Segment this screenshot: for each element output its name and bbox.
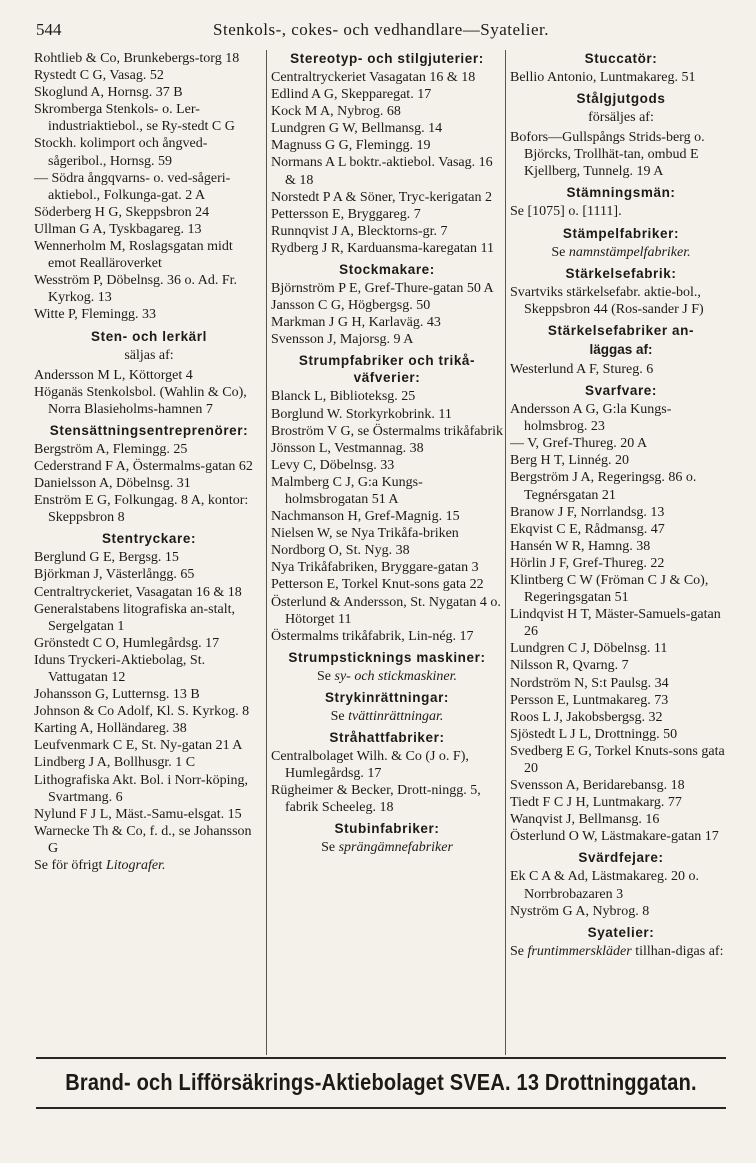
directory-entry: Witte P, Flemingg. 33 [34, 307, 156, 323]
column-divider [505, 50, 506, 1055]
entry-list [510, 401, 732, 845]
directory-entry: Nordborg O, St. Nyg. 38 [271, 543, 410, 559]
section-subheading: försäljes af: [588, 110, 654, 126]
ref-prefix: Se [317, 668, 332, 684]
directory-entry: Bergström J A, Regeringsg. 86 o. Tegnérsgatan 21 [510, 470, 697, 503]
directory-entry: Broström V G, se Östermalms trikåfabrik [271, 423, 503, 439]
directory-entry: Lithografiska Akt. Bol. i Norr-köping, Svartmang. 6 [34, 772, 248, 805]
directory-entry: Bellio Antonio, Luntmakareg. 51 [510, 70, 696, 85]
ref-target: tvättinrättningar. [348, 708, 444, 724]
directory-entry: Österlund & Andersson, St. Nygatan 4 o. Hötorget 11 [271, 594, 501, 627]
directory-entry: Österlund O W, Lästmakare-gatan 17 [510, 829, 719, 845]
directory-entry: Petterson E, Torkel Knut-sons gata 22 [271, 577, 484, 593]
page-title: Stenkols-, cokes- och vedhandlare—Syatelier. [213, 20, 549, 39]
directory-entry: Andersson M L, Köttorget 4 [34, 367, 193, 383]
directory-entry: Enström E G, Folkungag. 8 A, kontor: Skeppsbron 8 [34, 493, 249, 526]
directory-entry: Andersson A G, G:la Kungs-holmsbrog. 23 [510, 402, 672, 435]
directory-entry: Berglund G E, Bergsg. 15 [34, 550, 179, 566]
directory-entry: Runnqvist J A, Blecktorns-gr. 7 [271, 223, 448, 239]
directory-entry: Svensson J, Majorsg. 9 A [271, 332, 414, 348]
directory-entry: Westerlund A F, Stureg. 6 [510, 361, 654, 377]
directory-entry: Wesström P, Döbelnsg. 36 o. Ad. Fr. Kyrkog. 13 [34, 273, 238, 306]
section-heading: Stentryckare: [101, 531, 197, 547]
directory-entry: Danielsson A, Döbelnsg. 31 [34, 476, 191, 492]
directory-entry: Berg H T, Linnég. 20 [510, 453, 629, 469]
entry-list [510, 284, 732, 318]
directory-entry: Nylund F J L, Mäst.-Samu-elsgat. 15 [34, 806, 242, 822]
cross-reference [34, 857, 264, 874]
directory-entry: Centralbolaget Wilh. & Co (J o. F), Humlegårdsg. 17 [271, 749, 469, 782]
directory-entry: Rohtlieb & Co, Brunkebergs-torg 18 [34, 51, 240, 66]
section-heading: Strumpfabriker och trikå-väfverier: [298, 353, 476, 386]
directory-entry: Nyström G A, Nybrog. 8 [510, 903, 650, 919]
directory-entry: Warnecke Th & Co, f. d., se Johansson G [34, 823, 252, 856]
directory-entry: Se [1075] o. [1111]. [510, 204, 622, 220]
column-2 [271, 50, 503, 1060]
section-heading: Stubinfabriker: [334, 821, 440, 837]
banner-bottom-rule [36, 1107, 726, 1109]
ref-suffix: tillhan-digas af: [635, 943, 724, 959]
directory-entry: Grönstedt C O, Humlegårdsg. 17 [34, 635, 220, 651]
directory-entry: Skromberga Stenkols- o. Ler-industriaktiebol., se Ry-stedt C G [34, 102, 235, 135]
directory-entry: Skoglund A, Hornsg. 37 B [34, 85, 183, 101]
directory-entry: Borglund W. Storkyrkobrink. 11 [271, 406, 452, 422]
section-heading: Stålgjutgods [576, 91, 666, 107]
entry-list [510, 203, 732, 220]
ref-prefix: Se för öfrigt [34, 858, 103, 874]
directory-entry: Tiedt F C J H, Luntmakarg. 77 [510, 795, 682, 811]
section-heading: Stockmakare: [339, 262, 435, 278]
section-heading: Sten- och lerkärl [91, 328, 207, 344]
directory-entry: Svartviks stärkelsefabr. aktie-bol., Skeppsbron 44 (Ros-sander J F) [510, 284, 704, 317]
advertisement-banner: Brand- och Lifförsäkrings-Aktiebolaget SVEA. 13 Drottninggatan. [65, 1070, 697, 1096]
section-heading: Svärdfejare: [578, 850, 664, 866]
directory-entry: Normans A L boktr.-aktiebol. Vasag. 16 & 18 [271, 155, 493, 188]
directory-entry: Roos L J, Jakobsbergsg. 32 [510, 709, 663, 725]
ref-prefix: Se [330, 708, 345, 724]
section-heading: Stråhattfabriker: [329, 730, 445, 745]
directory-entry: Nachmanson H, Gref-Magnig. 15 [271, 509, 460, 525]
section-heading: Stämpelfabriker: [562, 225, 680, 241]
entry-list [34, 50, 264, 324]
directory-entry: Björkman J, Västerlångg. 65 [34, 567, 195, 583]
directory-entry: — Södra ångqvarns- o. ved-sågeri-aktiebol., Folkunga-gat. 2 A [34, 170, 231, 203]
directory-entry: Johansson G, Lutternsg. 13 B [34, 687, 200, 703]
directory-entry: Pettersson E, Bryggareg. 7 [271, 206, 421, 222]
directory-entry: Cederstrand F A, Östermalms-gatan 62 [34, 458, 253, 474]
entry-list [34, 441, 264, 526]
directory-entry: Höganäs Stenkolsbol. (Wahlin & Co), Norra Blasieholms-hamnen 7 [34, 384, 247, 417]
directory-entry: Kock M A, Nybrog. 68 [271, 104, 401, 120]
section-heading: Stärkelsefabrik: [565, 265, 677, 281]
directory-entry: Nordström N, S:t Paulsg. 34 [510, 675, 669, 691]
directory-entry: — V, Gref-Thureg. 20 A [510, 436, 648, 452]
section-heading: Stensättningsentreprenörer: [49, 422, 249, 438]
ref-target: fruntimmerskläder [527, 943, 632, 959]
column-1 [34, 50, 264, 1060]
section-heading: Syatelier: [587, 924, 655, 940]
directory-entry: Lindqvist H T, Mäster-Samuels-gatan 26 [510, 607, 721, 640]
directory-entry: Rydberg J R, Karduansma-karegatan 11 [271, 240, 494, 256]
page-number: 544 [36, 20, 62, 39]
directory-entry: Johnson & Co Adolf, Kl. S. Kyrkog. 8 [34, 704, 250, 720]
cross-reference [510, 244, 732, 261]
directory-entry: Ek C A & Ad, Lästmakareg. 20 o. Norrbrobazaren 3 [510, 869, 699, 902]
directory-entry: Klintberg C W (Fröman C J & Co), Regeringsgatan 51 [510, 572, 709, 606]
directory-entry: Nilsson R, Qvarng. 7 [510, 658, 629, 674]
directory-entry: Sjöstedt L J L, Drottningg. 50 [510, 726, 678, 742]
directory-entry: Svedberg E G, Torkel Knuts-sons gata 20 [510, 743, 725, 776]
directory-entry: Rügheimer & Becker, Drott-ningg. 5, fabrik Scheeleg. 18 [271, 783, 481, 816]
entry-list [510, 868, 732, 919]
directory-entry: Karting A, Holländareg. 38 [34, 721, 187, 737]
entry-list [271, 748, 503, 816]
section-heading: Stereotyp- och stilgjuterier: [290, 51, 484, 66]
entry-list [510, 361, 732, 378]
directory-entry: Björnström P E, Gref-Thure-gatan 50 A [271, 281, 494, 297]
section-heading: Stuccatör: [584, 51, 658, 66]
directory-entry: Persson E, Luntmakareg. 73 [510, 692, 669, 708]
column-3 [510, 50, 732, 1060]
ref-target: sy- och stickmaskiner. [334, 668, 457, 684]
directory-entry: Jönsson L, Vestmannag. 38 [271, 440, 424, 456]
directory-entry: Levy C, Döbelnsg. 33 [271, 457, 395, 473]
directory-entry: Lundgren C J, Döbelnsg. 11 [510, 641, 668, 657]
directory-entry: Ullman G A, Tyskbagareg. 13 [34, 221, 202, 237]
ref-prefix: Se [551, 244, 566, 260]
directory-entry: Branow J F, Norrlandsg. 13 [510, 504, 665, 520]
ref-target: sprängämnefabriker [338, 840, 453, 856]
page-header [36, 20, 726, 50]
directory-entry: Svensson A, Beridarebansg. 18 [510, 778, 685, 794]
cross-reference [510, 943, 732, 960]
directory-entry: Wennerholm M, Roslagsgatan midt emot Realläroverket [34, 239, 233, 272]
section-subheading: läggas af: [589, 341, 653, 357]
directory-entry: Ekqvist C E, Rådmansg. 47 [510, 521, 665, 537]
entry-list [34, 367, 264, 418]
section-heading: Svarfvare: [584, 383, 658, 399]
directory-entry: Bergström A, Flemingg. 25 [34, 441, 188, 457]
section-subheading: säljas af: [124, 347, 174, 363]
cross-reference [271, 668, 503, 685]
section-heading: Strumpsticknings maskiner: [288, 649, 486, 665]
directory-entry: Rystedt C G, Vasag. 52 [34, 68, 164, 84]
section-heading: Stärkelsefabriker an- [547, 322, 695, 338]
directory-entry: Norstedt P A & Söner, Tryc-kerigatan 2 [271, 189, 492, 205]
directory-entry: Hansén W R, Hamng. 38 [510, 538, 651, 554]
directory-entry: Malmberg C J, G:a Kungs-holmsbrogatan 51 A [271, 474, 423, 507]
directory-entry: Jansson C G, Högbergsg. 50 [271, 298, 431, 314]
section-heading: Strykinrättningar: [324, 689, 450, 705]
directory-entry: Söderberg H G, Skeppsbron 24 [34, 204, 210, 220]
directory-entry: Generalstabens litografiska an-stalt, Sergelgatan 1 [34, 601, 235, 634]
entry-list [271, 388, 503, 644]
directory-entry: Centraltryckeriet Vasagatan 16 & 18 [271, 70, 476, 85]
entry-list [34, 549, 264, 857]
cross-reference [271, 708, 503, 725]
directory-entry: Nya Trikåfabriken, Bryggare-gatan 3 [271, 560, 479, 576]
entry-list [510, 69, 732, 86]
entry-list [271, 69, 503, 257]
banner-top-rule [36, 1057, 726, 1059]
directory-entry: Östermalms trikåfabrik, Lin-nég. 17 [271, 628, 474, 644]
entry-list [510, 129, 732, 180]
column-divider [266, 50, 267, 1055]
directory-entry: Markman J G H, Karlaväg. 43 [271, 315, 441, 331]
directory-entry: Leufvenmark C E, St. Ny-gatan 21 A [34, 738, 243, 754]
directory-entry: Magnuss G G, Flemingg. 19 [271, 138, 431, 154]
entry-list [271, 280, 503, 348]
ref-prefix: Se [321, 840, 336, 856]
directory-entry: Hörlin J F, Gref-Thureg. 22 [510, 555, 665, 571]
directory-entry: Centraltryckeriet, Vasagatan 16 & 18 [34, 584, 242, 600]
ref-prefix: Se [510, 943, 524, 959]
directory-entry: Iduns Tryckeri-Aktiebolag, St. Vattugatan 12 [34, 652, 206, 685]
directory-entry: Edlind A G, Skepparegat. 17 [271, 87, 432, 103]
directory-entry: Stockh. kolimport och ångved-sågeribol., Hornsg. 59 [34, 136, 208, 169]
directory-entry: Nielsen W, se Nya Trikåfa-briken [271, 526, 459, 542]
ref-target: Litografer. [105, 858, 166, 874]
directory-entry: Lundgren G W, Bellmansg. 14 [271, 121, 443, 137]
directory-entry: Lindberg J A, Bollhusgr. 1 C [34, 755, 196, 771]
ref-target: namnstämpelfabriker. [568, 244, 691, 260]
directory-entry: Blanck L, Biblioteksg. 25 [271, 389, 416, 405]
directory-entry: Bofors—Gullspångs Strids-berg o. Björcks, Trollhät-tan, ombud E Kjellberg, Tunnelg. 19 A [510, 130, 705, 180]
cross-reference [271, 839, 503, 856]
section-heading: Stämningsmän: [566, 185, 676, 201]
directory-entry: Wanqvist J, Bellmansg. 16 [510, 812, 660, 828]
